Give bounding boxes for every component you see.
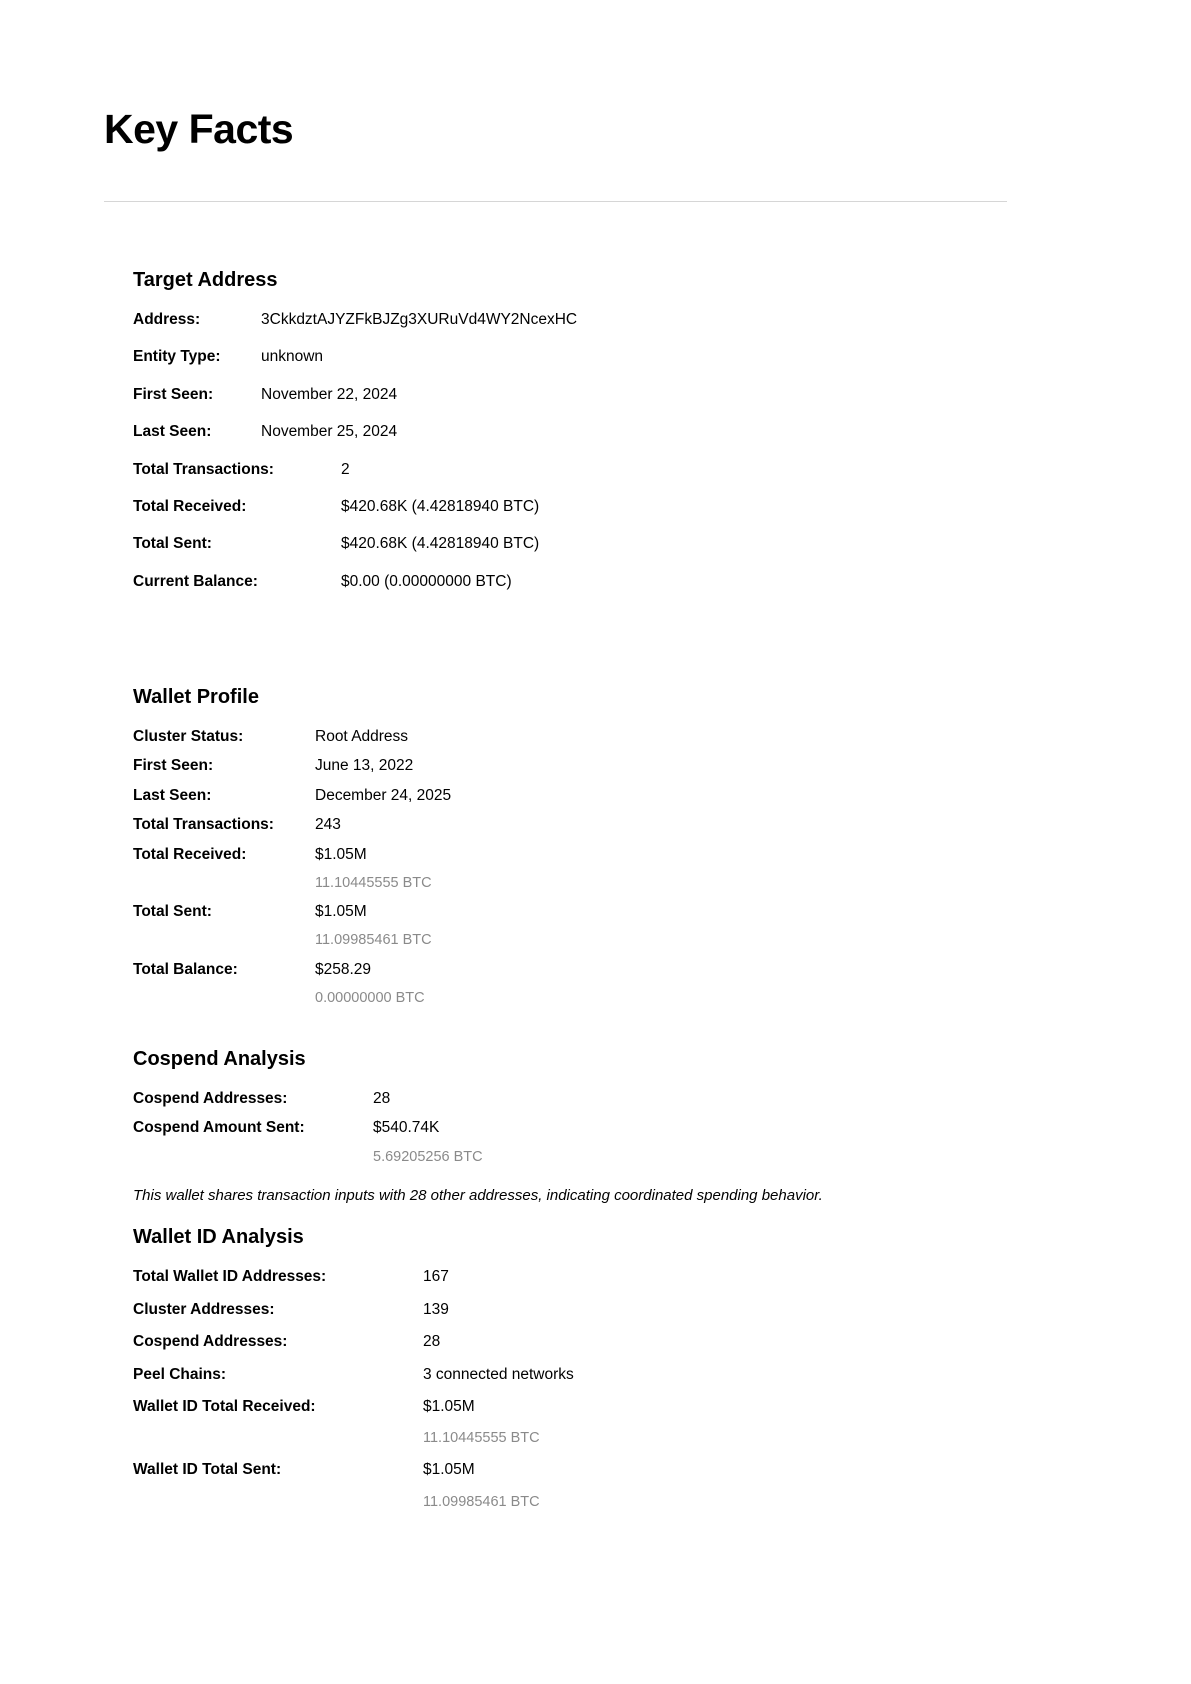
subvalue-wallet-id-total-received-btc: 11.10445555 BTC bbox=[423, 1430, 540, 1447]
section-cospend-analysis bbox=[133, 1047, 1033, 1205]
section-wallet-id-analysis bbox=[133, 1225, 1033, 1511]
row-entity-type bbox=[133, 347, 1033, 366]
row-wallet-total-transactions bbox=[133, 815, 1033, 834]
value-entity-type: unknown bbox=[261, 348, 324, 366]
label-cospend-amount-sent: Cospend Amount Sent: bbox=[133, 1119, 305, 1137]
value-last-seen: November 25, 2024 bbox=[261, 423, 398, 441]
value-first-seen: November 22, 2024 bbox=[261, 385, 398, 403]
row-wallet-id-total-received bbox=[133, 1397, 1033, 1416]
row-cluster-addresses bbox=[133, 1300, 1033, 1319]
value-address: 3CkkdztAJYZFkBJZg3XURuVd4WY2NcexHC bbox=[261, 311, 578, 328]
label-wallet-total-balance: Total Balance: bbox=[133, 960, 238, 978]
section-heading-cospend-analysis: Cospend Analysis bbox=[133, 1048, 306, 1070]
label-total-transactions: Total Transactions: bbox=[133, 460, 274, 478]
value-wallet-id-cospend-addresses: 28 bbox=[423, 1333, 441, 1351]
label-wallet-last-seen: Last Seen: bbox=[133, 786, 212, 804]
section-wallet-profile bbox=[133, 685, 1033, 1007]
section-heading-wallet-profile: Wallet Profile bbox=[133, 686, 259, 708]
row-cluster-status bbox=[133, 727, 1033, 746]
label-wallet-id-cospend-addresses: Cospend Addresses: bbox=[133, 1333, 288, 1351]
row-wallet-first-seen bbox=[133, 756, 1033, 775]
label-cluster-status: Cluster Status: bbox=[133, 728, 244, 745]
label-wallet-id-total-sent: Wallet ID Total Sent: bbox=[133, 1461, 282, 1479]
row-wallet-id-total-sent bbox=[133, 1460, 1033, 1479]
row-cospend-addresses bbox=[133, 1089, 1033, 1108]
label-wallet-total-sent: Total Sent: bbox=[133, 903, 212, 920]
document-content bbox=[133, 268, 1033, 1524]
subvalue-wallet-total-received-btc: 11.10445555 BTC bbox=[315, 874, 432, 891]
value-total-wallet-id-addresses: 167 bbox=[423, 1268, 449, 1286]
label-cluster-addresses: Cluster Addresses: bbox=[133, 1300, 275, 1318]
value-total-received: $420.68K (4.42818940 BTC) bbox=[341, 497, 540, 515]
subvalue-wallet-total-balance-btc: 0.00000000 BTC bbox=[315, 989, 425, 1006]
label-address: Address: bbox=[133, 311, 201, 328]
value-cospend-addresses: 28 bbox=[373, 1090, 391, 1107]
row-last-seen bbox=[133, 422, 1033, 441]
label-current-balance: Current Balance: bbox=[133, 572, 258, 590]
cospend-analysis-rows bbox=[133, 1089, 1033, 1166]
label-total-received: Total Received: bbox=[133, 497, 247, 515]
subvalue-wallet-id-total-sent-btc: 11.09985461 BTC bbox=[423, 1493, 540, 1510]
value-wallet-id-total-sent: $1.05M bbox=[423, 1461, 475, 1479]
wallet-id-analysis-rows bbox=[133, 1267, 1033, 1511]
section-spacer bbox=[133, 609, 1033, 685]
value-cospend-amount-sent: $540.74K bbox=[373, 1119, 440, 1137]
row-total-received bbox=[133, 497, 1033, 516]
value-wallet-id-total-received: $1.05M bbox=[423, 1397, 475, 1415]
label-first-seen: First Seen: bbox=[133, 385, 214, 403]
page-title: Key Facts bbox=[104, 106, 294, 152]
value-wallet-first-seen: June 13, 2022 bbox=[315, 757, 414, 775]
row-total-sent bbox=[133, 534, 1033, 553]
section-target-address bbox=[133, 268, 1033, 591]
section-spacer bbox=[133, 1017, 1033, 1047]
value-peel-chains: 3 connected networks bbox=[423, 1365, 574, 1383]
label-peel-chains: Peel Chains: bbox=[133, 1365, 227, 1383]
section-heading-wallet-id-analysis: Wallet ID Analysis bbox=[133, 1226, 304, 1249]
row-address bbox=[133, 310, 1033, 329]
label-cospend-addresses: Cospend Addresses: bbox=[133, 1090, 288, 1107]
cospend-analysis-note: This wallet shares transaction inputs with 28 other addresses, indicating coordinated spending behavior. bbox=[133, 1186, 823, 1204]
row-wallet-id-cospend-addresses bbox=[133, 1332, 1033, 1351]
label-total-wallet-id-addresses: Total Wallet ID Addresses: bbox=[133, 1268, 327, 1286]
row-wallet-last-seen bbox=[133, 786, 1033, 805]
label-last-seen: Last Seen: bbox=[133, 423, 212, 441]
subvalue-cospend-amount-sent-btc: 5.69205256 BTC bbox=[373, 1148, 483, 1165]
row-wallet-total-sent bbox=[133, 902, 1033, 921]
value-total-sent: $420.68K (4.42818940 BTC) bbox=[341, 535, 540, 553]
wallet-profile-rows bbox=[133, 727, 1033, 1007]
row-total-transactions bbox=[133, 460, 1033, 479]
value-wallet-total-balance: $258.29 bbox=[315, 960, 372, 978]
row-wallet-total-balance bbox=[133, 960, 1033, 979]
value-total-transactions: 2 bbox=[341, 460, 350, 478]
value-cluster-addresses: 139 bbox=[423, 1300, 449, 1318]
value-current-balance: $0.00 (0.00000000 BTC) bbox=[341, 572, 512, 590]
label-wallet-id-total-received: Wallet ID Total Received: bbox=[133, 1397, 316, 1415]
label-total-sent: Total Sent: bbox=[133, 535, 212, 553]
value-wallet-total-transactions: 243 bbox=[315, 816, 341, 834]
row-wallet-total-received bbox=[133, 845, 1033, 864]
label-entity-type: Entity Type: bbox=[133, 348, 221, 366]
row-total-wallet-id-addresses bbox=[133, 1267, 1033, 1286]
document-header bbox=[104, 108, 1007, 210]
label-wallet-total-received: Total Received: bbox=[133, 845, 247, 863]
row-current-balance bbox=[133, 572, 1033, 591]
row-cospend-amount-sent bbox=[133, 1118, 1033, 1137]
header-divider bbox=[104, 201, 1007, 202]
value-cluster-status: Root Address bbox=[315, 728, 409, 745]
row-first-seen bbox=[133, 385, 1033, 404]
value-wallet-total-received: $1.05M bbox=[315, 845, 367, 863]
target-address-rows bbox=[133, 310, 1033, 591]
value-wallet-last-seen: December 24, 2025 bbox=[315, 786, 452, 804]
label-wallet-first-seen: First Seen: bbox=[133, 757, 214, 775]
label-wallet-total-transactions: Total Transactions: bbox=[133, 816, 274, 834]
subvalue-wallet-total-sent-btc: 11.09985461 BTC bbox=[315, 932, 432, 949]
section-heading-target-address: Target Address bbox=[133, 269, 278, 291]
value-wallet-total-sent: $1.05M bbox=[315, 903, 367, 920]
row-peel-chains bbox=[133, 1365, 1033, 1384]
section-spacer bbox=[133, 1205, 1033, 1225]
